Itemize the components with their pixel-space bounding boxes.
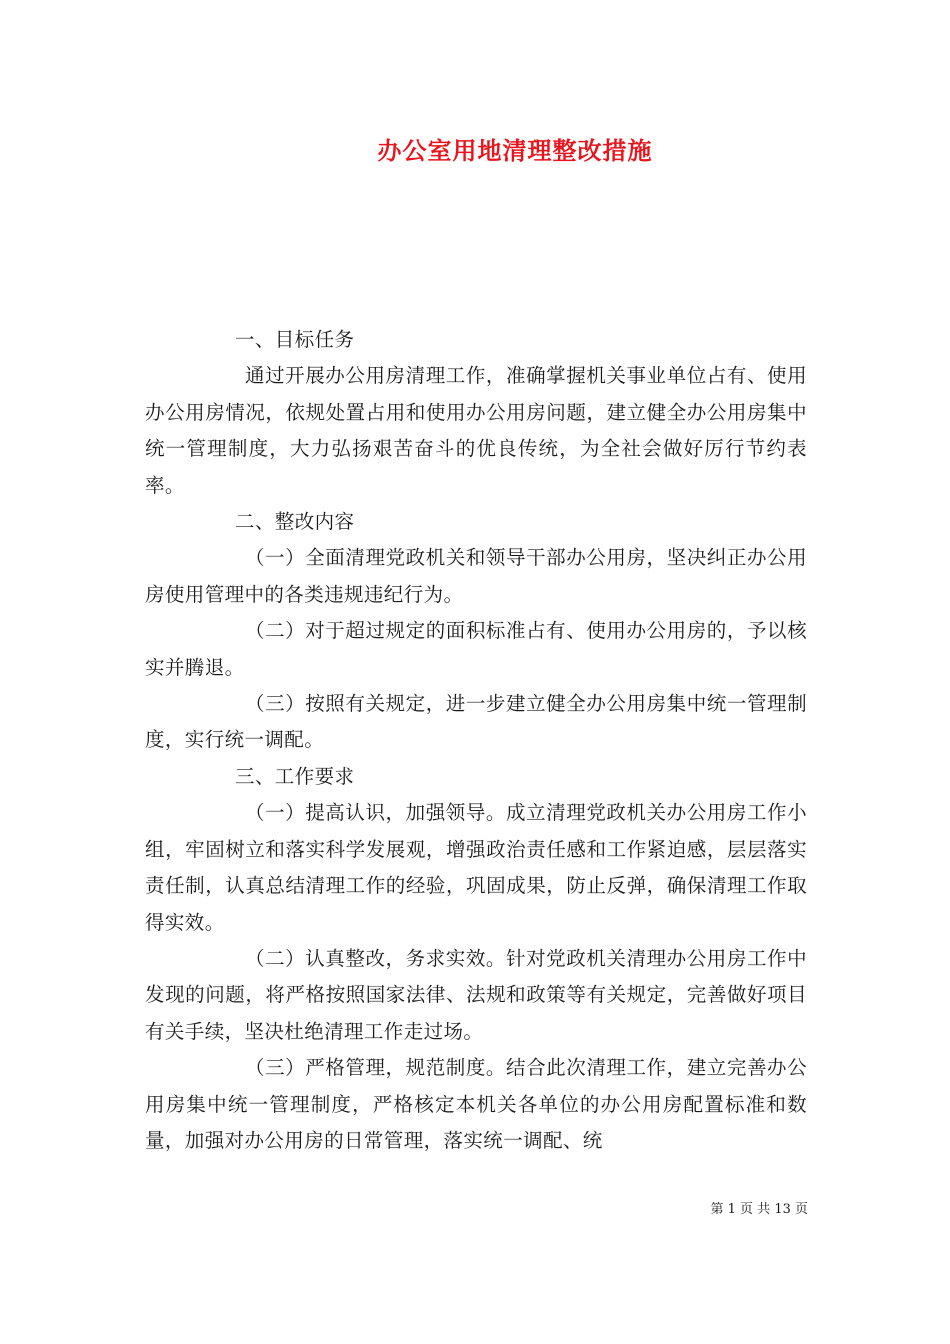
document-title: 办公室用地清理整改措施 — [377, 136, 653, 165]
paragraph: （一）提高认识，加强领导。成立清理党政机关办公用房工作小组，牢固树立和落实科学发展观，增强政治责任感和工作紧迫感，层层落实责任制，认真总结清理工作的经验，巩固成果，防止反弹，确保清理工作取得实效。 — [145, 801, 807, 934]
section-heading: 三、工作要求 — [235, 764, 355, 788]
paragraph: （一）全面清理党政机关和领导干部办公用房，坚决纠正办公用房使用管理中的各类违规违纪行为。 — [145, 546, 807, 606]
paragraph: 通过开展办公用房清理工作，准确掌握机关事业单位占有、使用办公用房情况，依规处置占用和使用办公用房问题，建立健全办公用房集中统一管理制度，大力弘扬艰苦奋斗的优良传统，为全社会做好厉行节约表率。 — [145, 364, 807, 497]
section-heading: 一、目标任务 — [235, 328, 355, 351]
document-body — [145, 322, 807, 1159]
paragraph: （二）认真整改，务求实效。针对党政机关清理办公用房工作中发现的问题，将严格按照国家法律、法规和政策等有关规定，完善做好项目有关手续，坚决杜绝清理工作走过场。 — [145, 946, 807, 1043]
page-number: 第 1 页 共 13 页 — [710, 1202, 808, 1217]
paragraph: （二）对于超过规定的面积标准占有、使用办公用房的，予以核实并腾退。 — [145, 619, 807, 679]
paragraph: （三）严格管理，规范制度。结合此次清理工作，建立完善办公用房集中统一管理制度，严格核定本机关各单位的办公用房配置标准和数量，加强对办公用房的日常管理，落实统一调配、统 — [145, 1056, 807, 1152]
section-heading: 二、整改内容 — [235, 510, 355, 534]
paragraph: （三）按照有关规定，进一步建立健全办公用房集中统一管理制度，实行统一调配。 — [145, 692, 807, 752]
